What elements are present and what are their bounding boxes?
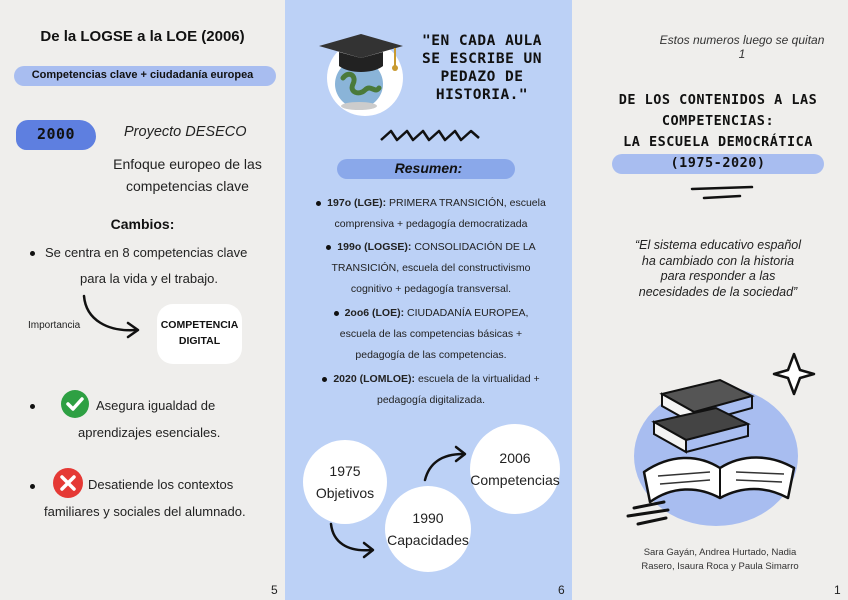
item-line: pedagogía digitalizada.: [376, 394, 485, 406]
authors: [610, 546, 830, 573]
circle-year: 1975: [329, 463, 361, 479]
title-line-1: DE LOS CONTENIDOS A LAS: [618, 92, 818, 108]
year-badge: 2000: [36, 125, 76, 143]
quote-line-2: ha cambiado con la historia: [641, 253, 795, 268]
item-line: PRIMERA TRANSICIÓN, escuela: [389, 197, 546, 209]
page-number: 5: [271, 583, 278, 597]
item-line: escuela de las competencias básicas +: [339, 328, 523, 340]
graduation-globe-icon: [313, 22, 411, 120]
quote-line-2: SE ESCRIBE UN: [422, 51, 542, 67]
authors-line-1: Sara Gayán, Andrea Hurtado, Nadia: [643, 547, 797, 558]
page-number: 6: [558, 583, 565, 597]
quote-line-4: necesidades de la sociedad”: [638, 284, 798, 299]
circle-1990: [385, 486, 471, 572]
removal-note: [642, 33, 842, 61]
digital-line-2: DIGITAL: [178, 335, 221, 347]
project-name: Proyecto DESECO: [124, 124, 247, 140]
approach-line-1: Enfoque europeo de las: [113, 156, 262, 172]
bullet: [30, 251, 35, 256]
summary-heading: Resumen:: [394, 160, 463, 176]
cross-icon: [52, 467, 84, 499]
circle-year: 2006: [499, 450, 531, 466]
cover-quote: [602, 238, 834, 300]
item-line: pedagogía de las competencias.: [355, 349, 507, 361]
note-line-1: Estos numeros luego se quitan: [659, 33, 825, 47]
title-line-2: COMPETENCIAS:: [661, 113, 775, 129]
left-subtitle: Competencias clave + ciudadanía europea: [31, 69, 254, 81]
quote-line-3: PEDAZO DE: [440, 69, 524, 85]
panel-page-1: [572, 0, 848, 600]
curved-arrow-icon: [78, 292, 148, 344]
approach-line-2: competencias clave: [126, 178, 249, 194]
con-line-1: Desatiende los contextos: [88, 477, 234, 492]
approach-text: [90, 153, 285, 197]
panel-page-6: [285, 0, 572, 600]
change-item-1: [30, 240, 247, 292]
bullet: [316, 201, 321, 206]
digital-competence: [157, 317, 242, 349]
underline-decoration-icon: [690, 184, 754, 202]
item-line: TRANSICIÓN, escuela del constructivismo: [331, 262, 531, 274]
panel-page-5: [0, 0, 285, 600]
digital-line-1: COMPETENCIA: [160, 319, 239, 331]
summary-item-1: [301, 193, 561, 235]
item-year: 197o (LGE):: [327, 197, 387, 209]
summary-item-4: [301, 369, 561, 411]
circle-2006: [470, 424, 560, 514]
note-line-2: 1: [738, 47, 746, 61]
pro-line-2: aprendizajes esenciales.: [78, 425, 221, 440]
quote-line-3: para responder a las: [660, 269, 776, 283]
change-line-1: Se centra en 8 competencias clave: [45, 245, 248, 260]
item-year: 2oo6 (LOE):: [344, 307, 405, 319]
item-line: cognitivo + pedagogía transversal.: [350, 283, 512, 295]
item-line: comprensiva + pedagogía democratizada: [334, 218, 528, 230]
books-illustration-icon: [624, 344, 824, 534]
title-line-3: LA ESCUELA DEMOCRÁTICA: [623, 134, 813, 150]
cover-title: [592, 90, 844, 174]
importance-label: Importancia: [28, 320, 81, 331]
left-title: De la LOGSE a la LOE (2006): [40, 28, 245, 45]
circle-label: Objetivos: [315, 485, 375, 501]
circle-label: Capacidades: [387, 532, 469, 548]
item-line: CONSOLIDACIÓN DE LA: [414, 241, 536, 253]
item-line: escuela de la virtualidad +: [415, 373, 540, 385]
check-icon: [60, 389, 90, 419]
bullet: [326, 245, 331, 250]
bullet: [322, 377, 327, 382]
page-number: 1: [834, 583, 841, 597]
quote-line-4: HISTORIA.": [435, 87, 529, 103]
zigzag-decoration-icon: [379, 126, 483, 146]
change-line-2: para la vida y el trabajo.: [80, 271, 219, 286]
pro-line-1: Asegura igualdad de: [96, 398, 216, 413]
middle-quote: [407, 32, 557, 104]
item-year: 2020 (LOMLOE):: [333, 373, 416, 385]
quote-line-1: "EN CADA AULA: [422, 33, 542, 49]
arrow-1990-2006-icon: [421, 444, 473, 484]
changes-heading: Cambios:: [110, 216, 175, 232]
con-line-2: familiares y sociales del alumnado.: [44, 504, 246, 519]
circle-1975: [303, 440, 387, 524]
bullet: [30, 484, 35, 489]
circle-year: 1990: [412, 510, 444, 526]
bullet: [334, 311, 339, 316]
title-line-4: (1975-2020): [670, 155, 766, 171]
circle-label: Competencias: [470, 472, 560, 488]
authors-line-2: Rasero, Isaura Roca y Paula Simarro: [641, 560, 799, 572]
item-line: CIUDADANÍA EUROPEA,: [407, 307, 529, 319]
arrow-1975-1990-icon: [327, 520, 383, 560]
summary-item-3: [301, 303, 561, 366]
quote-line-1: “El sistema educativo español: [634, 238, 802, 252]
item-year: 199o (LOGSE):: [337, 241, 412, 253]
summary-item-2: [301, 237, 561, 300]
bullet: [30, 404, 35, 409]
